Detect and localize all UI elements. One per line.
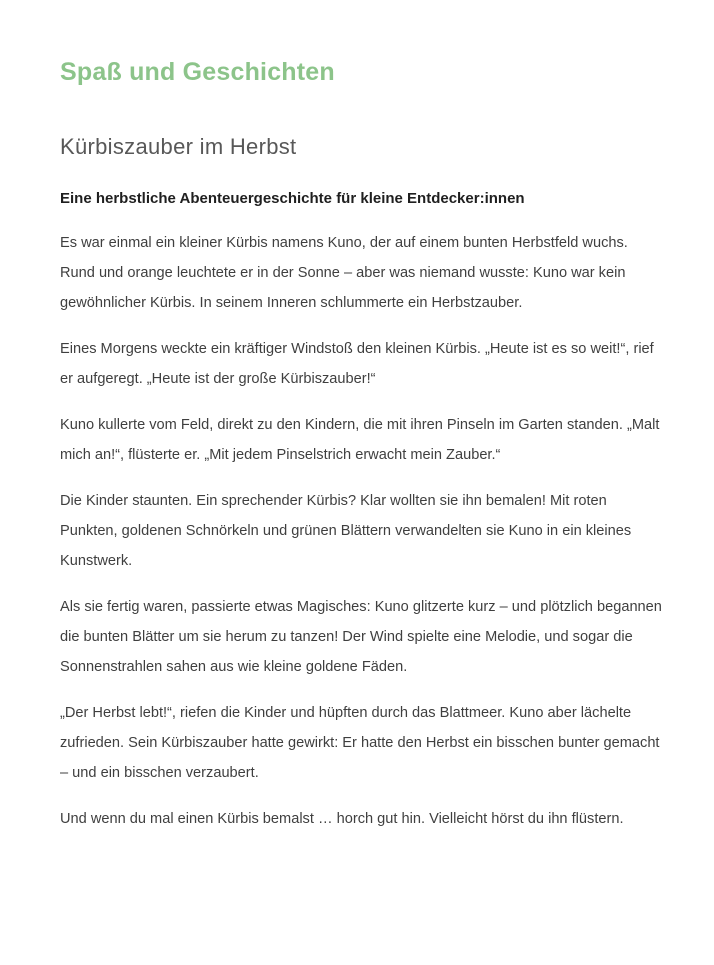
story-paragraph: Es war einmal ein kleiner Kürbis namens Kuno, der auf einem bunten Herbstfeld wuchs. Rund und orange leuchtete er in der Sonne – aber was niemand wusste: Kuno war kein gewöhnlicher Kürbis. In seinem Inneren schlummerte ein Herbstzauber. <box>60 235 628 311</box>
story-paragraph: Die Kinder staunten. Ein sprechender Kürbis? Klar wollten sie ihn bemalen! Mit roten Punkten, goldenen Schnörkeln und grünen Blättern verwandelten sie Kuno in ein kleines Kunstwerk. <box>60 493 632 569</box>
story-body <box>60 228 662 834</box>
category-heading: Spaß und Geschichten <box>60 58 335 86</box>
story-paragraph: Als sie fertig waren, passierte etwas Magisches: Kuno glitzerte kurz – und plötzlich begannen die bunten Blätter um sie herum zu tanzen! Der Wind spielte eine Melodie, und sogar die Sonnenstrahlen sahen aus wie kleine goldene Fäden. <box>60 599 662 675</box>
story-subtitle: Eine herbstliche Abenteuergeschichte für kleine Entdecker:innen <box>60 190 525 207</box>
story-paragraph: Kuno kullerte vom Feld, direkt zu den Kindern, die mit ihren Pinseln im Garten standen. „Malt mich an!“, flüsterte er. „Mit jedem Pinselstrich erwacht mein Zauber.“ <box>60 417 660 463</box>
story-paragraph: Eines Morgens weckte ein kräftiger Windstoß den kleinen Kürbis. „Heute ist es so weit!“, rief er aufgeregt. „Heute ist der große Kürbiszauber!“ <box>60 341 654 387</box>
story-paragraph: Und wenn du mal einen Kürbis bemalst … horch gut hin. Vielleicht hörst du ihn flüstern. <box>60 811 624 827</box>
story-paragraph: „Der Herbst lebt!“, riefen die Kinder und hüpften durch das Blattmeer. Kuno aber lächelte zufrieden. Sein Kürbiszauber hatte gewirkt: Er hatte den Herbst ein bisschen bunter gemacht – und ein bisschen verzaubert. <box>60 705 660 781</box>
story-title: Kürbiszauber im Herbst <box>60 134 297 159</box>
